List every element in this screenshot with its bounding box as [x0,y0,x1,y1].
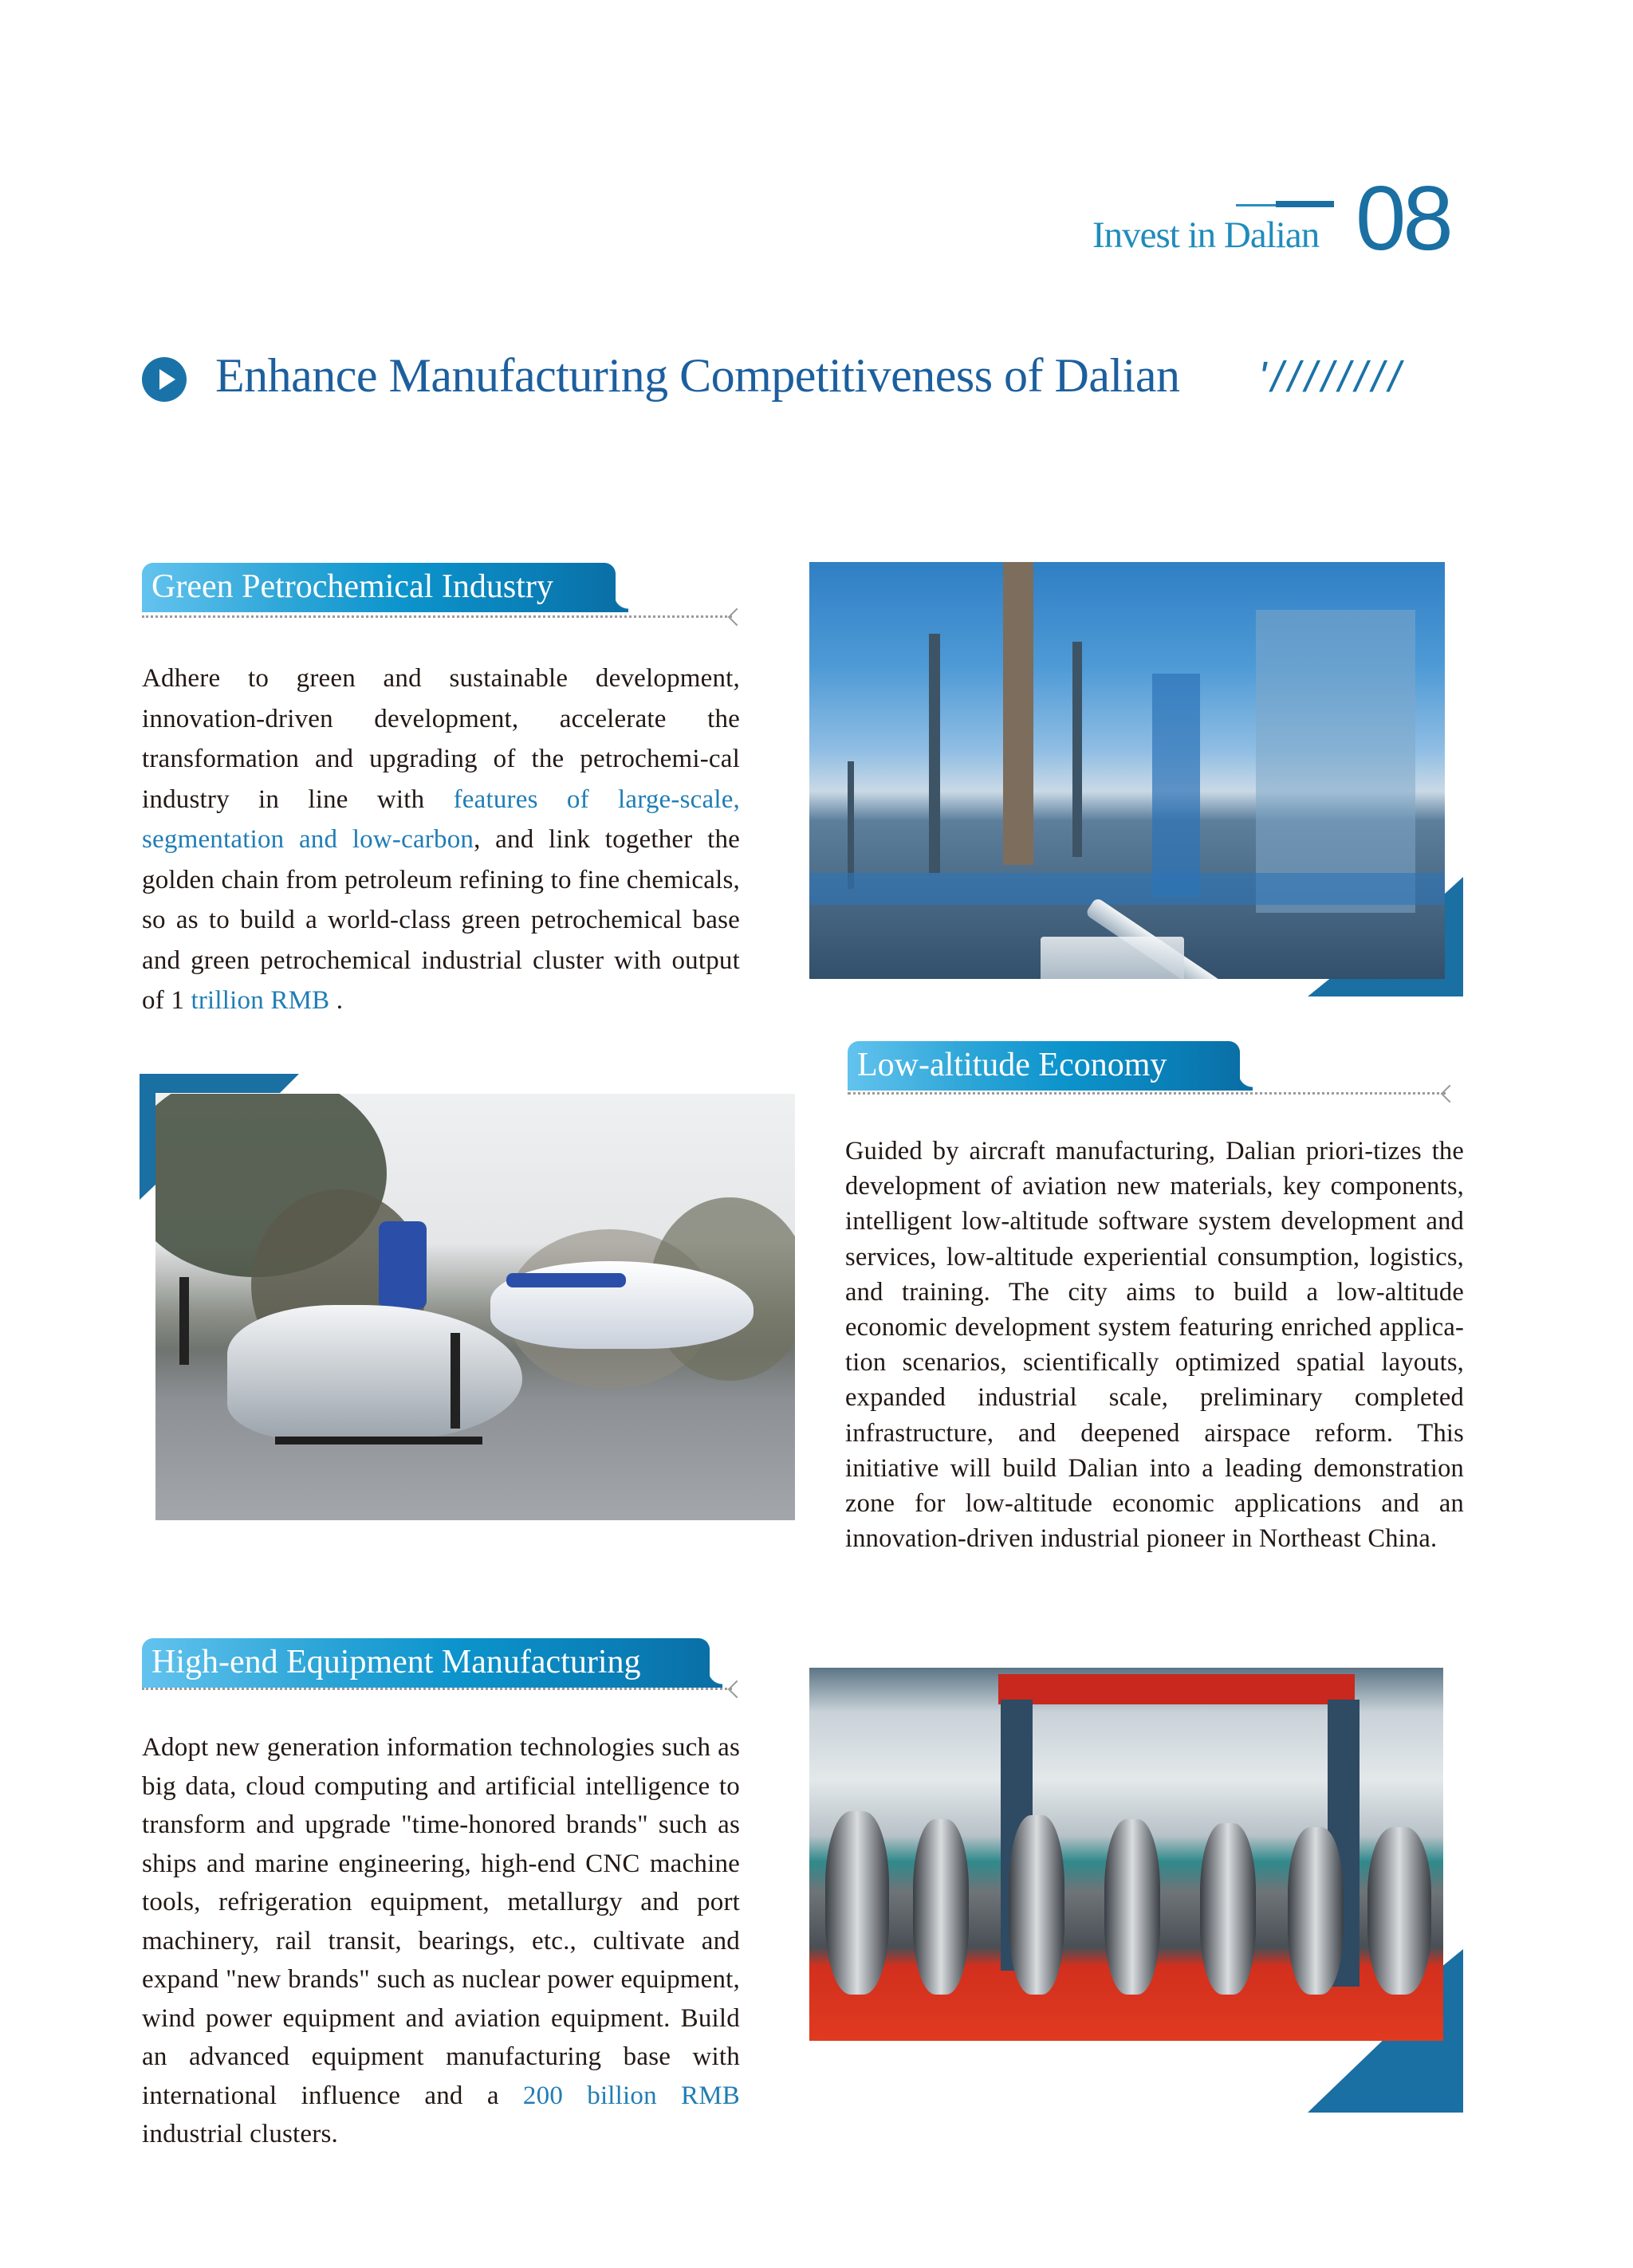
header-rule-thin [1236,204,1277,206]
chevron-left-icon [1441,1085,1459,1103]
body-text: , and link together the golden chain from petroleum refining to fine chemicals, so as to build a world-class green petrochemical base and green petrochemical industrial cluster with output of 1 [142,825,740,1015]
petrochemical-plant-photo [809,562,1445,979]
header-rule-thick [1276,201,1334,207]
section-body-equipment [142,1728,740,2154]
section-tag-low-altitude [848,1041,1240,1091]
body-text: Adhere to green and sustainable development, innovation-driven development, accelerate the transformation and upgrading of the petrochemi-cal industry in line with [142,664,740,814]
section-heading: High-end Equipment Manufacturing [151,1644,641,1680]
corner-accent [1443,1949,1463,2113]
body-text: industrial clusters. [142,2120,338,2148]
page-title: Enhance Manufacturing Competitiveness of Dalian [215,349,1180,402]
chevron-left-icon [728,1680,746,1699]
body-text: . [329,986,344,1015]
crankshaft-factory-photo [809,1668,1443,2041]
corner-accent [140,1074,155,1200]
section-heading: Low-altitude Economy [857,1047,1167,1083]
section-body-petrochemical [142,658,740,1021]
corner-accent [1308,979,1463,996]
play-circle-icon [142,357,187,402]
corner-accent [1445,877,1463,996]
dotted-divider [142,1688,732,1690]
section-tag-petrochemical [142,563,616,612]
section-tag-equipment [142,1638,710,1688]
title-slash-decoration: '//////// [1258,353,1406,401]
page-number: 08 [1356,168,1450,269]
section-heading: Green Petrochemical Industry [151,568,553,605]
section-body-low-altitude [845,1134,1464,1556]
header-label: Invest in Dalian [1092,214,1320,256]
chevron-left-icon [728,608,746,627]
highlight-text: features of large-scale, segmentation and low-carbon [142,784,740,854]
corner-accent [140,1074,299,1093]
corner-accent [1308,2041,1463,2113]
evtol-and-helicopter-photo [155,1094,795,1520]
body-text: Adopt new generation information technologies such as big data, cloud computing and artificial intelligence to transform and upgrade "time-honored brands" such as ships and marine engineering, high-end CNC machine tools, refrigeration equipment, metallurgy and port machinery, rail transit, bearings, etc., cultivate and expand "new brands" such as nuclear power equipment, wind power equipment and aviation equipment. Build an advanced equipment manufacturing base with international influence and a [142,1733,740,2110]
dotted-divider [848,1092,1446,1095]
highlight-text: trillion RMB [191,986,330,1015]
dotted-divider [142,615,732,618]
body-text: Guided by aircraft manufacturing, Dalian priori-tizes the development of aviation new materials, key components, intelligent low-altitude software system development and services, low-altitude experiential consumption, logistics, and training. The city aims to build a low-altitude economic development system featuring enriched applica-tion scenarios, scientifically optimized spatial layouts, expanded industrial scale, preliminary completed infrastructure, and deepened airspace reform. This initiative will build Dalian into a leading demonstration zone for low-altitude economic applications and an innovation-driven industrial pioneer in Northeast China. [845,1137,1464,1554]
highlight-text: 200 billion RMB [522,2081,740,2110]
